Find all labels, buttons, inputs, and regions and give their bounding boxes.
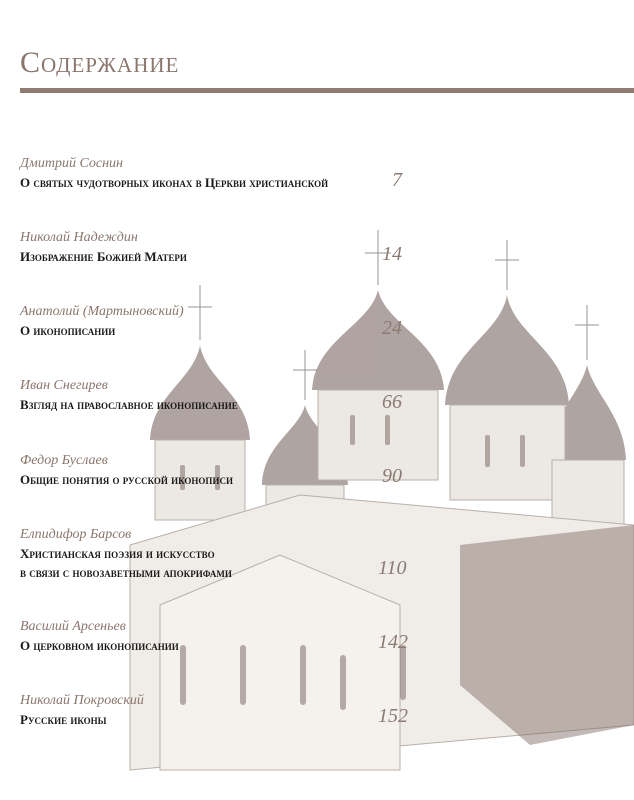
toc-entry[interactable]	[20, 377, 420, 414]
toc-entry[interactable]	[20, 618, 420, 655]
entry-author: Василий Арсеньев	[20, 619, 126, 634]
title-divider	[20, 88, 634, 93]
page-number: 142	[378, 631, 408, 653]
entry-title: Взгляд на православное иконописание	[20, 397, 238, 412]
page-title: Содержание	[20, 46, 180, 79]
entry-author: Николай Надеждин	[20, 230, 138, 245]
entry-title: Общие понятия о русской иконописи	[20, 472, 233, 487]
page-number: 90	[382, 465, 402, 487]
toc-entry[interactable]	[20, 452, 420, 489]
entry-author: Елпидифор Барсов	[20, 527, 132, 542]
entry-title-line-2: в связи с новозаветными апокрифами	[20, 565, 232, 580]
entry-title: О церковном иконописании	[20, 638, 179, 653]
entry-author: Дмитрий Соснин	[20, 156, 123, 171]
entry-title: Русские иконы	[20, 712, 107, 727]
toc-entry[interactable]	[20, 526, 420, 582]
page-number: 7	[392, 169, 402, 191]
toc-entry[interactable]	[20, 692, 420, 729]
page-number: 24	[382, 317, 402, 339]
entry-title-line-1: Христианская поэзия и искусство	[20, 546, 215, 561]
toc-entry[interactable]	[20, 303, 420, 340]
entry-author: Анатолий (Мартыновский)	[20, 304, 184, 319]
entry-title: О святых чудотворных иконах в Церкви христианской	[20, 175, 329, 190]
page-number: 66	[382, 391, 402, 413]
page-number: 110	[378, 557, 407, 579]
page-number: 14	[382, 243, 402, 265]
entry-author: Иван Снегирев	[20, 378, 108, 393]
toc-entry[interactable]	[20, 229, 420, 266]
entry-author: Федор Буслаев	[20, 453, 108, 468]
page-number: 152	[378, 705, 408, 727]
toc-entry[interactable]	[20, 155, 420, 192]
entry-author: Николай Покровский	[20, 693, 144, 708]
entry-title: Изображение Божией Матери	[20, 249, 187, 264]
entry-title: О иконописании	[20, 323, 116, 338]
